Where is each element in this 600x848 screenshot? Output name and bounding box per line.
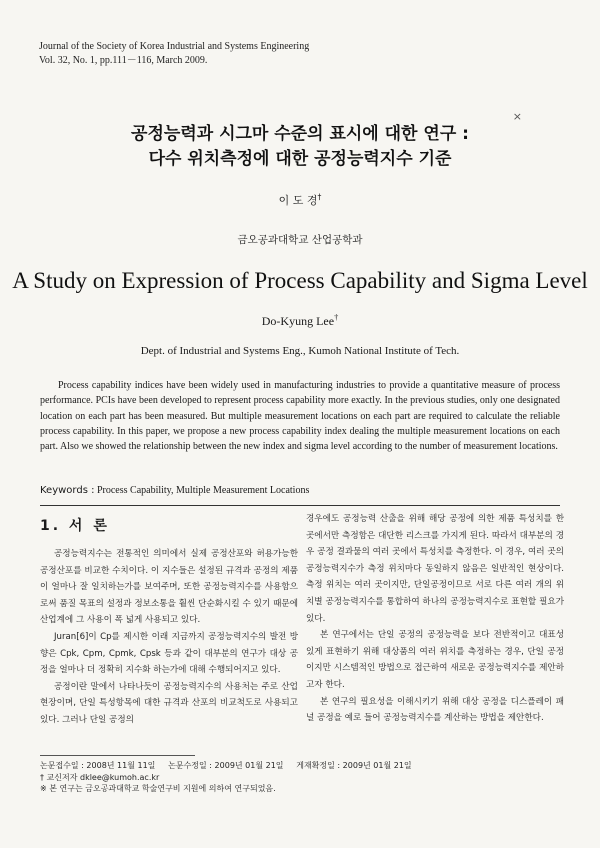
abstract: Process capability indices have been widely used in manufacturing industries to provide a quantitative measure of process performance. PCIs have been developed to represent process capability more exactly. In the previous studies, only one designated location on each part has been measured. But multiple measurement locations on each part are required to calculate the reliable process capability. In this paper, we propose a new process capability index dealing the multiple measurement locations on each part. Also we showed the relationship between the new index and sigma level according to the number of measurement locations.	[40, 380, 560, 453]
korean-title-line1: 공정능력과 시그마 수준의 표시에 대한 연구 :	[131, 124, 469, 144]
right-column	[306, 511, 564, 727]
footnotes	[40, 760, 412, 795]
english-author-mark: †	[334, 313, 339, 322]
journal-header	[39, 40, 309, 68]
paragraph: 공정능력지수는 전통적인 의미에서 실제 공정산포와 허용가능한 공정산포를 비교한 수치이다. 이 지수들은 설정된 규격과 공정의 제품이 얼마나 잘 일치하는가를 보여주며, 또한 공정능력지수를 사용함으로써 품질 목표의 설정과 정보소통을 훨씬 단순화시킬 수 있기 때문에 산업계에 그 사용이 폭 넓게 사용되고 있다.	[40, 549, 298, 626]
keywords-label: Keywords :	[40, 485, 95, 496]
korean-title	[0, 122, 600, 172]
english-affiliation: Dept. of Industrial and Systems Eng., Kumoh National Institute of Tech.	[140, 345, 460, 357]
korean-affiliation: 금오공과대학교 산업공학과	[237, 234, 363, 246]
english-title: A Study on Expression of Process Capability and Sigma Level	[12, 268, 588, 293]
paragraph: 경우에도 공정능력 산출을 위해 해당 공정에 의한 제품 특성치를 한 곳에서만 측정함은 대단한 리스크를 가지게 된다. 따라서 대부분의 경우 공정 결과물의 여러 곳에서 특성치를 측정한다. 이 경우, 여러 곳의 공정능력지수가 측정 위치마다 동일하지 않음은 일반적인 현상이다. 측정 위치는 여러 곳이지만, 단일공정이므로 서로 다른 여러 개의 위치별 공정능력지수를 통합하여 하나의 공정능력지수로 표현할 필요가 있다.	[306, 514, 564, 624]
close-icon: ×	[512, 110, 522, 123]
section-divider	[40, 505, 560, 506]
journal-name: Journal of the Society of Korea Industrial and Systems Engineering	[39, 41, 310, 52]
footnote-funding: ※ 본 연구는 금오공과대학교 학술연구비 지원에 의하여 연구되었음.	[40, 784, 276, 793]
paragraph: Juran[6]이 Cp를 제시한 이래 지금까지 공정능력지수의 발전 방향은 Cpk, Cpm, Cpmk, Cpsk 등과 같이 대부분의 연구가 대상 공정을 얼마나 더 정확히 지수화 하는가에 대해 수행되어지고 있다.	[40, 631, 298, 676]
keywords-text: Process Capability, Multiple Measurement Locations	[96, 485, 310, 496]
korean-author-mark: †	[317, 192, 322, 202]
korean-title-line2: 다수 위치측정에 대한 공정능력지수 기준	[148, 149, 452, 169]
left-column	[40, 546, 298, 729]
paragraph: 공정이란 말에서 나타나듯이 공정능력지수의 사용처는 주로 산업현장이며, 단일 특성항목에 대한 규격과 산포의 비교척도로 사용되고 있다. 그러나 단일 공정의	[40, 681, 298, 725]
journal-volume: Vol. 32, No. 1, pp.111－116, March 2009.	[39, 55, 208, 66]
footnote-corresponding: † 교신저자 dklee@kumoh.ac.kr	[40, 772, 160, 782]
paragraph: 본 연구의 필요성을 이해시키기 위해 대상 공정을 디스플레이 패널 공정을 예로 들어 공정능력지수를 계산하는 방법을 제안한다.	[306, 696, 564, 724]
keywords	[40, 485, 309, 496]
english-author-name: Do-Kyung Lee	[261, 314, 335, 328]
paragraph: 본 연구에서는 단일 공정의 공정능력을 보다 전반적이고 대표성 있게 표현하기 위해 대상품의 여러 위치를 측정하는 경우, 단일 공정이지만 시스템적인 방법으로 접근하여 새로운 공정능력지수를 제안하고자 한다.	[306, 630, 564, 690]
footnote-dates: 논문접수일 : 2008년 11월 11일 논문수정일 : 2009년 01월 21일 게재확정일 : 2009년 01월 21일	[40, 761, 412, 770]
footnote-divider	[40, 755, 195, 756]
korean-author-name: 이 도 경	[278, 194, 318, 207]
english-author	[0, 314, 600, 329]
korean-author	[0, 192, 600, 208]
section-heading: 1. 서 론	[40, 518, 110, 534]
